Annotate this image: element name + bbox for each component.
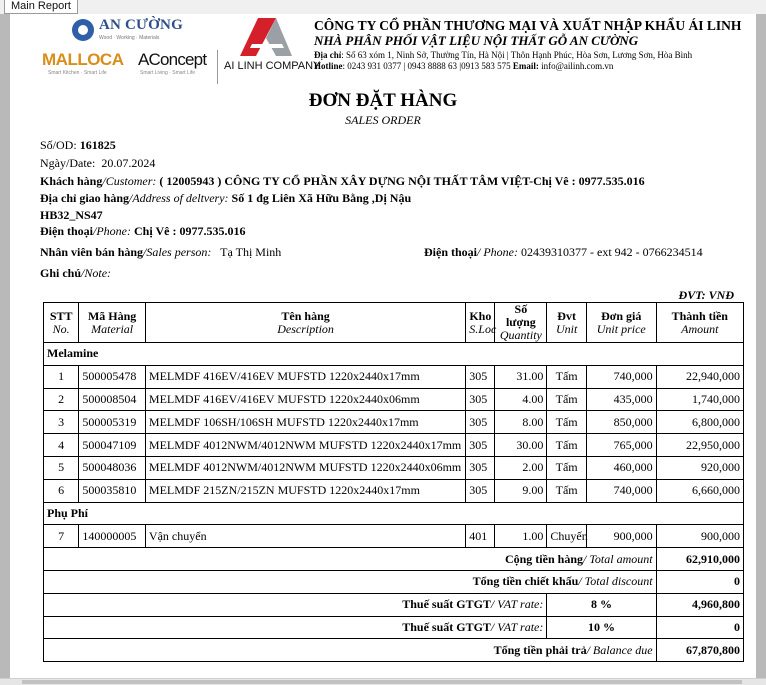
group-label: Melamine (44, 343, 744, 366)
note-label-vi: Ghi chú (40, 266, 82, 280)
malloca-name: MALLOCA (42, 50, 124, 69)
cell-no: 1 (44, 365, 79, 388)
tab-main-report[interactable]: Main Report (4, 0, 78, 14)
header-stt: STT No. (44, 303, 79, 343)
header-description: Tên hàng Description (145, 303, 465, 343)
cell-sloc: 305 (466, 479, 495, 502)
an-cuong-tagline: Wood · Working · Materials (99, 35, 160, 41)
cell-unit: Chuyến (547, 525, 587, 548)
cell-amount: 6,660,000 (656, 479, 743, 502)
vat-8-rate: 8 % (547, 593, 656, 616)
company-name: CÔNG TY CỔ PHẦN THƯƠNG MẠI VÀ XUẤT NHẬP KHẨU ÁI LINH (314, 18, 742, 33)
balance-row (44, 639, 744, 662)
aconcept-tagline: Smart Living · Smart Life (140, 70, 196, 76)
cell-desc: MELMDF 4012NWM/4012NWM MUFSTD 1220x2440x17mm (145, 434, 465, 457)
cell-desc: MELMDF 106SH/106SH MUFSTD 1220x2440x17mm (145, 411, 465, 434)
order-number-field (40, 138, 116, 153)
salesperson-value: Tạ Thị Minh (220, 245, 282, 259)
report-page (10, 14, 756, 678)
delivery-address: Số 1 đg Liên Xã Hữu Bằng ,Dị Nậu (231, 191, 412, 205)
customer-value: ( 12005943 ) CÔNG TY CỔ PHẦN XÂY DỰNG NỘI THẤT TÂM VIỆT-Chị Vê : 0977.535.016 (159, 174, 645, 188)
header-unit: Đvt Unit (547, 303, 587, 343)
cell-sloc: 305 (466, 434, 495, 457)
malloca-tagline: Smart Kitchen · Smart Life (48, 70, 107, 76)
group-row (44, 502, 744, 525)
cell-desc: Vận chuyển (145, 525, 465, 548)
vat-8-label: Thuế suất GTGT/ VAT rate: (44, 593, 547, 616)
cell-price: 435,000 (586, 388, 656, 411)
ai-linh-company-name: AI LINH COMPANY (224, 60, 321, 72)
horizontal-scrollbar[interactable] (0, 678, 766, 685)
cell-qty: 31.00 (495, 365, 547, 388)
group-row (44, 343, 744, 366)
distributor-line: NHÀ PHÂN PHỐI VẬT LIỆU NỘI THẤT GỖ AN CƯỜNG (314, 33, 639, 48)
cell-price: 740,000 (586, 365, 656, 388)
phone-label-vi: Điện thoại (40, 224, 94, 238)
subtotal-label: Cộng tiền hàng/ Total amount (44, 548, 657, 571)
malloca-logo (42, 50, 122, 90)
cell-unit: Tấm (547, 365, 587, 388)
vat-10-label: Thuế suất GTGT/ VAT rate: (44, 616, 547, 639)
salesperson-label-en: /Sales person: (143, 245, 212, 259)
email-label: Email: (512, 61, 539, 71)
cell-desc: MELMDF 4012NWM/4012NWM MUFSTD 1220x2440x06mm (145, 456, 465, 479)
cell-unit: Tấm (547, 456, 587, 479)
discount-row (44, 570, 744, 593)
date-label: Ngày/Date: (40, 156, 96, 170)
document-subtitle: SALES ORDER (345, 113, 421, 127)
cell-no: 5 (44, 456, 79, 479)
vat-10-value: 0 (656, 616, 743, 639)
cell-amount: 900,000 (656, 525, 743, 548)
table-row (44, 434, 744, 457)
table-row (44, 388, 744, 411)
sales-phone-label-en: / Phone: (477, 245, 519, 259)
scrollbar-thumb[interactable] (22, 680, 742, 684)
cell-unit: Tấm (547, 411, 587, 434)
report-viewer (0, 14, 766, 685)
cell-amount: 6,800,000 (656, 411, 743, 434)
cell-no: 2 (44, 388, 79, 411)
cell-qty: 1.00 (495, 525, 547, 548)
vat-8-value: 4,960,800 (656, 593, 743, 616)
cell-no: 7 (44, 525, 79, 548)
cell-no: 4 (44, 434, 79, 457)
delivery-label-en: /Address of deltvery: (129, 191, 229, 205)
discount-value: 0 (656, 570, 743, 593)
balance-value: 67,870,800 (656, 639, 743, 662)
cell-price: 460,000 (586, 456, 656, 479)
vat-8-row (44, 593, 744, 616)
order-date-field (40, 156, 155, 171)
customer-label-en: /Customer: (102, 174, 157, 188)
cell-desc: MELMDF 416EV/416EV MUFSTD 1220x2440x17mm (145, 365, 465, 388)
cell-amount: 1,740,000 (656, 388, 743, 411)
sales-phone-field (424, 245, 703, 260)
hotline-text: : 0243 931 0377 | 0943 8888 63 |0913 583 575 (342, 61, 511, 71)
vat-10-rate: 10 % (547, 616, 656, 639)
cell-desc: MELMDF 215ZN/215ZN MUFSTD 1220x2440x17mm (145, 479, 465, 502)
cell-desc: MELMDF 416EV/416EV MUFSTD 1220x2440x06mm (145, 388, 465, 411)
salesperson-label-vi: Nhân viên bán hàng (40, 245, 144, 259)
cell-qty: 8.00 (495, 411, 547, 434)
currency-unit: ĐVT: VNĐ (678, 288, 734, 302)
address-line (314, 50, 754, 60)
an-cuong-logo (72, 17, 192, 49)
ai-linh-mark-icon (236, 16, 296, 58)
cell-price: 850,000 (586, 411, 656, 434)
cell-material: 140000005 (79, 525, 146, 548)
cell-material: 500005319 (79, 411, 146, 434)
sales-phone-value: 02439310377 - ext 942 - 0766234514 (521, 245, 703, 259)
cell-qty: 9.00 (495, 479, 547, 502)
vat-10-row (44, 616, 744, 639)
aconcept-logo (138, 50, 218, 84)
phone-value: Chị Vê : 0977.535.016 (134, 224, 246, 238)
customer-label-vi: Khách hàng (40, 174, 103, 188)
sales-phone-label-vi: Điện thoại (424, 245, 478, 259)
cell-sloc: 305 (466, 456, 495, 479)
email-text: info@ailinh.com.vn (541, 61, 614, 71)
table-row (44, 411, 744, 434)
table-header-row (44, 303, 744, 343)
company-info (314, 18, 754, 71)
cell-price: 900,000 (586, 525, 656, 548)
cell-amount: 22,940,000 (656, 365, 743, 388)
cell-sloc: 305 (466, 411, 495, 434)
table-row (44, 365, 744, 388)
cell-unit: Tấm (547, 388, 587, 411)
order-date: 20.07.2024 (101, 156, 156, 170)
header-material: Mã Hàng Material (79, 303, 146, 343)
header-amount: Thành tiền Amount (656, 303, 743, 343)
delivery-label-vi: Địa chỉ giao hàng (40, 191, 130, 205)
cell-sloc: 305 (466, 365, 495, 388)
cell-qty: 30.00 (495, 434, 547, 457)
cell-qty: 4.00 (495, 388, 547, 411)
note-field (40, 266, 111, 281)
cell-material: 500048036 (79, 456, 146, 479)
table-row (44, 456, 744, 479)
cell-sloc: 305 (466, 388, 495, 411)
cell-amount: 920,000 (656, 456, 743, 479)
header-quantity: Số lượng Quantity (495, 303, 547, 343)
cell-no: 3 (44, 411, 79, 434)
address-text: : Số 63 xóm 1, Ninh Sở, Thường Tín, Hà Nội | Thôn Hạnh Phúc, Hòa Sơn, Lương Sơn, Hòa Bình (341, 50, 693, 60)
balance-label: Tổng tiền phải trả/ Balance due (44, 639, 657, 662)
delivery-field (40, 191, 411, 206)
discount-label: Tổng tiền chiết khấu/ Total discount (44, 570, 657, 593)
an-cuong-name: AN CƯỜNG (99, 17, 183, 33)
table-row (44, 525, 744, 548)
cell-qty: 2.00 (495, 456, 547, 479)
cell-price: 765,000 (586, 434, 656, 457)
customer-field (40, 174, 645, 189)
cell-no: 6 (44, 479, 79, 502)
header-unit-price: Đơn giá Unit price (586, 303, 656, 343)
subtotal-row (44, 548, 744, 571)
ai-linh-logo (224, 16, 321, 92)
subtotal-value: 62,910,000 (656, 548, 743, 571)
address-label: Địa chỉ (314, 50, 342, 60)
group-label: Phụ Phí (44, 502, 744, 525)
cell-material: 500047109 (79, 434, 146, 457)
cell-unit: Tấm (547, 479, 587, 502)
cell-material: 500008504 (79, 388, 146, 411)
cell-unit: Tấm (547, 434, 587, 457)
delivery-field-2 (40, 208, 103, 223)
cell-material: 500035810 (79, 479, 146, 502)
phone-label-en: /Phone: (93, 224, 132, 238)
order-label: Số/OD: (40, 138, 77, 152)
salesperson-field (40, 245, 281, 260)
delivery-address-2: HB32_NS47 (40, 208, 103, 222)
tab-bar (0, 0, 766, 14)
order-items-table (43, 302, 744, 662)
cell-price: 740,000 (586, 479, 656, 502)
an-cuong-mark-icon (72, 19, 94, 41)
aconcept-name: AConcept (138, 50, 207, 69)
order-number: 161825 (79, 138, 116, 152)
hotline-label: Hotline (314, 61, 343, 71)
document-title: ĐƠN ĐẶT HÀNG (308, 90, 458, 111)
note-label-en: /Note: (81, 266, 112, 280)
phone-field (40, 224, 245, 239)
cell-sloc: 401 (466, 525, 495, 548)
cell-amount: 22,950,000 (656, 434, 743, 457)
hotline-line (314, 61, 754, 71)
cell-material: 500005478 (79, 365, 146, 388)
header-sloc: Kho S.Loc (466, 303, 495, 343)
table-row (44, 479, 744, 502)
